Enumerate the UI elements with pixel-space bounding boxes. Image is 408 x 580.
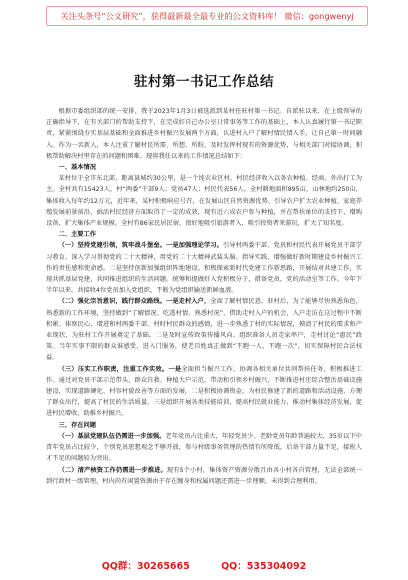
section-2-1-paragraph [46, 240, 362, 296]
section-3-heading: 三、存在问题 [58, 421, 96, 429]
section-2-1-lead: （一）坚持党建引领，筑牢战斗堡垒。一是加强理论学习。 [58, 242, 223, 250]
section-3-1-lead: （一）基层党建队伍仍需进一步加强。 [58, 432, 166, 440]
section-1-heading: 一、基本情况 [58, 164, 96, 172]
section-3-1-paragraph [46, 431, 362, 465]
section-2-3-lead: （三）压实工作职责，注重工作实效。一是 [58, 365, 182, 373]
section-3-2-text: 现有5个小村，集体资产资源分散且由各小村各自管理，无法全部统一到行政村一级管理，村内尚有闲置资源由于存在缠身和权属问题还需进一步理顺，未得到合理利用。 [46, 466, 362, 485]
section-2-3-paragraph [46, 364, 362, 420]
section-2-1-text: 引导村两委干部、党员和村民代表开展党员干部学习教育。深入学习贯彻党的二十大精神，用党的二十大精神武装头脑、指导实践，增强做好新时期建设乡村振兴工作的责任感和使命感。二是坚持创新加强组织阵地建设。积极探索新时代党建工作新思路，开展结对共建工作，实现共抓基层党建，共同推进组织的生活问题。统筹和提做好入党积极分子，措备党员，党的活动室等工作。今年下半年以来，共接收4位党员加入党组织，不断为党组织输送新鲜血液。 [46, 242, 362, 295]
section-3-2-lead: （二）清产核资工作仍需进一步推进。 [58, 466, 167, 474]
qq-number: QQ：535304092 [221, 561, 307, 572]
document-title: 驻村第一书记工作总结 [134, 74, 274, 90]
section-2-2-lead: （二）强化宗旨意识，践行群众路线。一是走村入户， [58, 298, 211, 306]
section-2-2-paragraph [46, 296, 362, 363]
section-2-heading: 二、主要工作 [58, 231, 96, 239]
section-3-2-paragraph [46, 465, 362, 487]
top-banner: 关注头条号“公文研究”，获得最新最全最专业的公文资料库！ 微信：gongwenyj [46, 6, 368, 26]
intro-paragraph: 根据市委组织部的统一安排，我于2023年1月3日被选派到某村任驻村第一书记。自派驻以来，在上级领导的正确指导下，在有关部门的帮助支持下，在完成好自己办公室日常事务等工作的基础上，本人认真履行第一书记职责，紧紧围绕夯实基层基础和全面推进乡村振兴发展两个方面，认进村入户了解村情民情入手，让自己第一时间融入。作为一名新人，本人注重了解村民所需、所想、所盼，及时发挥村现有的资源优势，与相关部门对接协调，积极帮助解决村里存在的问题和困难。现将我任以来的工作情况总结如下： [46, 108, 362, 160]
section-3-1-text: 老年党员占比重大，年轻党员少。老龄党员年龄普遍较大，35岁以下中青年党员占比较少，个别党员思想观念不够开放，参与村级事务管理的热情有所降低，后备干部力量不足，接班人才不足的问题较为突出。 [46, 432, 363, 463]
section-2-3-text: 全面担当振兴工作，协调各相关单位共同帮扶任务，积极推进工作。通过对党员干部示范带头，群众自救、种植大户示范，带动和引领乡村振兴，不断推进村庄综合整治基础设施建设，实现道路硬化、村容村貌改善等方面的发展。二是积极协调资金，为村民修建了新的道路和活动设施，方便了群众出行，提高了村民的生活质量。三是组织开展各类技能培训，提高村民就业能力，推动村集体经济发展，促进村民增收，助推乡村振兴。 [46, 365, 363, 418]
footer-contact [0, 558, 408, 572]
qq-group-number: QQ群：30265665 [101, 561, 190, 572]
section-1-paragraph: 某村位于全市东北部，距离县城约30公里，是一个纯农业区村。村民经济收入以务农种植、经商、外出打工为主。全村共有15423人，村“两委”干部9人；党员47人；村民代表56人。全村耕地面积895亩，山林地约250亩，集体收入每年约12万元，近年来，某村积极响应号召，在发展山区自然资源优势、引导农户扩大农业种植、家庭养殖发展前景前沿，搞活村民经济方面取得了一定的成效，现有近六成农户参与种植，并在帮扶单位的支持下，增购设备，扩大集体产业规模。全村有86家民居民宿，很好地吸引旅游者入，吸引投资者来游玩，扩大了知名度。 [46, 175, 362, 228]
document-body [46, 106, 362, 487]
section-2-2-text: 全面了解村情民意。驻村后，为了能够尽快熟悉角色，熟悉新的工作环境，坚持做到“了解情况、吃透村情、熟悉村况”，借助走村入户的机会，入户走访在这过程中不断积累、体察民心，增进和村两委干部、村时村民群众的感情，进一步熟悉了村的实际情况，摸清了村民的需求和产业现状，为驻村工作开展奠定了基础。二是及时宣传政策传播风向。组织准备人员走家串户，走村讨论“惠民”政策、当年实事不限的群众谁感受，进入门服务，使老百姓真正做到“不跑一人，不跑一次”，切实保障村民合法权益。 [46, 298, 363, 362]
